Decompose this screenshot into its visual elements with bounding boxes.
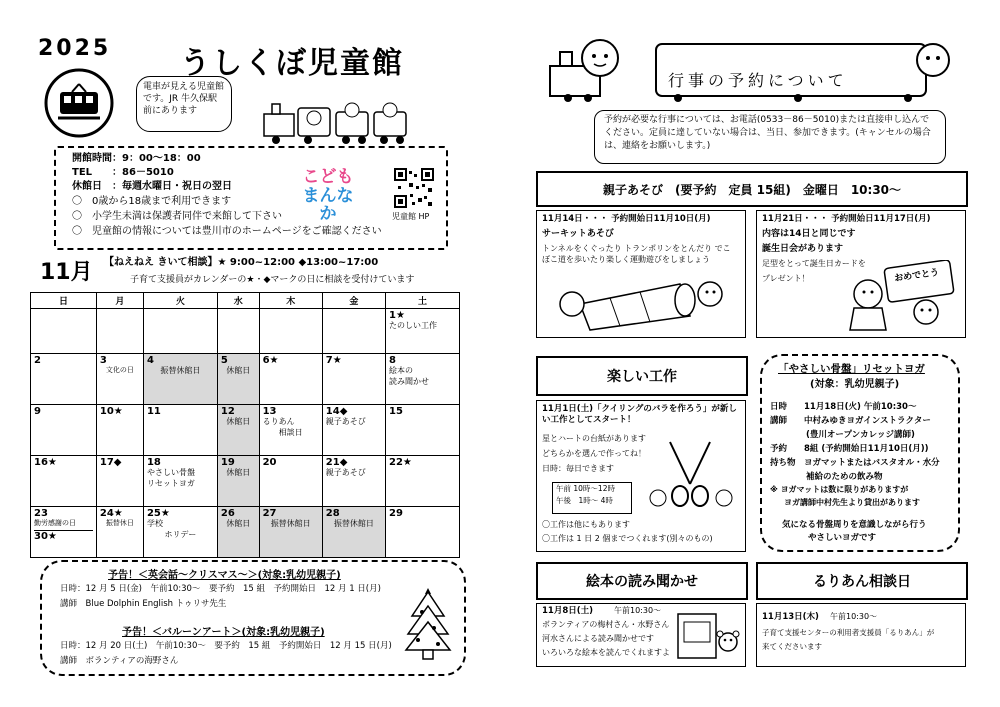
calendar-day-cell [31,309,97,354]
calendar-day-cell [217,456,259,507]
calendar-event-text: 相談日 [278,427,303,437]
calendar-day-number: 23 [34,508,48,519]
train-logo-icon [44,68,114,138]
consult-sub: 子育て支援員がカレンダーの★・◆マークの日に相談を受付けています [130,275,415,285]
calendar-day-cell [386,354,460,405]
calendar-event-text: 休館日 [226,366,251,375]
rurian-title: るりあん相談日 [756,562,968,600]
oyako2-line1: 内容は14日と同じです [762,229,856,239]
hours: 開館時間：9：00～18：00 [72,153,201,164]
notice2-title: 予告！＜バルーンアート＞(対象:乳幼児親子) [122,627,325,638]
calendar-event-text: 親子あそび [325,468,366,477]
oyako1-desc: トンネルをくぐったり トランポリンをとんだり でこぼこ道を歩いたり楽しく運動遊びをしましょう [542,244,731,264]
calendar-event-text: 休館日 [226,417,251,426]
weekday-sat: 土 [386,293,460,309]
calendar-day-cell [259,456,322,507]
ehon-l1: ボランティアの梅村さん・水野さん [542,620,670,629]
tel: TEL ：86－5010 [72,167,174,178]
kousaku-l2: どちらかを選んで作ってね！ [542,449,646,458]
calendar-day-cell [322,456,385,507]
calendar-day-cell [31,354,97,405]
month-label: 11月 [40,260,93,285]
rurian-head: 11月13日(木) [762,612,819,622]
calendar-event-text: 勤労感謝の日 [34,519,76,527]
calendar-event-text: リセットヨガ [146,478,195,488]
calendar-day-number: 12 [220,406,235,417]
calendar-day-number: 26 [220,508,235,519]
calendar-day-number: 17◆ [99,457,122,468]
calendar-day-number: 3 [99,355,107,366]
rurian-l2: 来てくださいます [762,642,822,651]
kodomo-logo [298,168,358,224]
calendar-event-text: たのしい工作 [389,321,437,330]
calendar-day-cell [217,405,259,456]
weekday-thu: 木 [259,293,322,309]
calendar-day-number: 13 [262,406,277,417]
calendar-day-cell [31,507,97,558]
weekday-sun: 日 [31,293,97,309]
calendar-day-cell [96,309,143,354]
calendar-day-cell [96,507,143,558]
ehon-time: 午前10:30～ [614,606,662,615]
omedetou-text: おめでとう [893,267,940,285]
yoga-title: 「やさしい骨盤」リセットヨガ [778,363,925,375]
calendar [30,292,460,558]
calendar-day-number: 10★ [99,406,123,417]
calendar-day-number: 1★ [389,310,405,321]
weekday-tue: 火 [143,293,217,309]
speech-bubble [136,76,232,132]
calendar-day-cell [143,309,217,354]
yoga-note: ※ ヨガマットは数に限りがありますが [770,485,909,494]
calendar-day-cell [96,456,143,507]
yoga-bring: 持ち物 ヨガマットまたはバスタオル・水分 [770,458,940,468]
calendar-day-cell [96,405,143,456]
calendar-day-number: 29 [389,508,403,519]
calendar-event-text: 読み聞かせ [389,376,429,386]
page-title: うしくぼ児童館 [180,46,404,81]
bubble-text: 電車が見える児童館です。JR 牛久保駅前にあります [143,82,225,117]
yoga-date: 日時 11月18日(火) 午前10:30～ [770,402,917,412]
calendar-event-text: 親子あそび [325,417,366,426]
calendar-day-cell [386,456,460,507]
kousaku-pm: 午後 1時～ 4時 [556,496,613,506]
calendar-day-number: 9 [34,406,41,417]
calendar-event-text: 絵本の [389,366,413,375]
calendar-day-number: 4 [146,355,154,366]
notice2-teacher: 講師 ボランティアの海野さん [60,656,179,666]
calendar-day-cell [322,354,385,405]
calendar-week-row [31,309,460,354]
yoga-target: (対象：乳幼児親子) [810,379,900,390]
yoga-teacher2: (豊川オープンカレッジ講師) [806,430,915,440]
logo-line1: こども [302,167,354,187]
calendar-event-text: 振替休日 [105,519,134,527]
consult-header: 【ねえねえ きいて相談】★ 9:00~12:00 ◆13:00~17:00 [104,257,379,268]
calendar-day-cell [322,309,385,354]
calendar-day-cell [31,405,97,456]
calendar-day-number: 20 [262,457,277,468]
calendar-day-cell [96,354,143,405]
kousaku-title: 楽しい工作 [536,356,748,396]
calendar-event-text: 振替休館日 [160,366,201,375]
oyako2-line4: プレゼント！ [762,274,810,283]
calendar-day-cell [259,405,322,456]
calendar-day-cell [322,405,385,456]
yoga-bring2: 補給のための飲み物 [806,472,883,482]
calendar-day-cell [217,507,259,558]
calendar-day-cell [386,405,460,456]
calendar-day-number: 22★ [389,457,412,468]
kousaku-n2: 〇工作は 1 日 2 個までつくれます(別々のもの) [542,534,713,543]
kousaku-head: 11月1日(土)「クイリングのバラを作ろう」が新しい工作としてスタート！ [542,404,737,426]
calendar-week-row [31,354,460,405]
kousaku-time-box [552,482,632,514]
calendar-day-number: 8 [389,355,396,366]
christmas-tree-icon [404,582,452,662]
calendar-event-text: ホリデー [164,529,197,539]
weekday-fri: 金 [322,293,385,309]
calendar-day-number: 30★ [34,530,93,542]
calendar-day-cell [259,507,322,558]
rurian-time: 午前10:30～ [830,612,878,621]
oyako2-line2: 誕生日会があります [762,244,844,254]
year: 2025 [38,36,112,61]
ehon-title: 絵本の読み聞かせ [536,562,748,600]
calendar-day-number: 24★ [99,508,123,519]
calendar-day-number: 21◆ [325,457,348,468]
note-2: 〇 小学生未満は保護者同伴で来館して下さい [72,211,282,222]
calendar-event-text: 振替休館日 [333,519,374,528]
oyako1-name: サーキットあそび [542,229,614,239]
oyako-title: 親子あそび (要予約 定員 15組) 金曜日 10:30～ [536,171,968,207]
oyako1-head: 11月14日・・・ 予約開始日11月10日(月) [542,214,711,224]
notice1-title: 予告！＜英会話～クリスマス～＞(対象:乳幼児親子) [108,570,341,581]
calendar-event-text: 振替休館日 [270,519,311,528]
calendar-day-number: 2 [34,355,41,366]
calendar-day-cell [143,354,217,405]
calendar-day-cell [31,456,97,507]
hp-label: 児童館 HP [392,212,430,221]
yoga-msg2: やさしいヨガです [808,533,877,543]
weekday-mon: 月 [96,293,143,309]
calendar-day-number: 16★ [34,457,57,468]
calendar-day-number: 28 [325,508,340,519]
calendar-day-number: 6★ [262,355,279,366]
calendar-day-cell [386,507,460,558]
banner-title: 行事の予約について [668,71,848,90]
rurian-l1: 子育て支援センターの利用者支援員「るりあん」が [762,628,935,637]
ehon-l2: 河水さんによる読み聞かせです [542,634,654,643]
calendar-day-number: 18 [146,457,161,468]
yoga-msg1: 気になる骨盤周りを意識しながら行う [782,520,927,530]
weekday-wed: 水 [217,293,259,309]
calendar-day-cell [217,354,259,405]
yoga-teacher: 講師 中村みゆきヨガインストラクター [770,416,931,426]
calendar-day-cell [386,309,460,354]
calendar-event-text: やさしい骨盤 [146,468,195,477]
calendar-day-cell [259,354,322,405]
calendar-week-row [31,405,460,456]
calendar-day-cell [217,309,259,354]
weekday-row [31,293,460,309]
calendar-day-cell [259,309,322,354]
calendar-event-text: 休館日 [226,519,251,528]
calendar-day-cell [143,507,217,558]
calendar-day-number: 5 [220,355,228,366]
calendar-day-number: 11 [146,406,161,417]
closed-days: 休館日 ：毎週水曜日・祝日の翌日 [72,181,232,192]
calendar-day-cell [322,507,385,558]
calendar-day-cell [143,405,217,456]
qr-code-icon [394,168,434,208]
notice1-date: 日時：12 月 5 日(金) 午前10:30～ 要予約 15 組 予約開始日 12 月 1 日(月) [60,584,381,594]
notice1-teacher: 講師 Blue Dolphin English トゥリサ先生 [60,599,227,609]
ehon-l3: いろいろな絵本を読んでくれますよ [542,648,670,657]
calendar-day-number: 27 [262,508,277,519]
yoga-note2: ヨガ講師中村先生より貸出があります [784,498,920,507]
kousaku-am: 午前 10時～12時 [556,484,615,493]
calendar-day-number: 7★ [325,355,342,366]
oyako2-line3: 足型をとって誕生日カードを [762,259,866,268]
calendar-day-number: 25★ [146,508,170,519]
ehon-head: 11月8日(土) [542,606,594,616]
calendar-day-number: 15 [389,406,403,417]
picture-book-icon [676,610,740,662]
calendar-event-text: 文化の日 [105,366,134,374]
calendar-week-row [31,507,460,558]
tunnel-illustration-icon [550,274,730,332]
calendar-event-text: 休館日 [226,468,251,477]
notice2-date: 日時：12 月 20 日(土) 午前10:30～ 要予約 15 組 予約開始日 12 月 15 日(月) [60,641,392,651]
intro-text: 予約が必要な行事については、お電話(0533－86－5010)または直接申し込んでください。定員に達していない場合は、当日、参加できます。(キャンセルの場合は、連絡をお願いします。) [604,115,931,152]
oyako2-head: 11月21日・・・ 予約開始日11月17日(月) [762,214,931,224]
calendar-event-text: るりあん [262,417,295,426]
kousaku-l1: 星とハートの台紙があります [542,434,646,443]
calendar-day-cell [143,456,217,507]
scissors-illustration-icon [640,434,740,514]
calendar-day-number: 19 [220,457,235,468]
train-illustration-icon [262,96,412,146]
note-3: 〇 児童館の情報については豊川市のホームページをご確認ください [72,226,382,237]
logo-line2: まんなか [302,185,354,225]
calendar-week-row [31,456,460,507]
yoga-reserve: 予約 8組 (予約開始日11月10日(月)) [770,444,929,454]
note-1: 〇 0歳から18歳まで利用できます [72,196,232,207]
calendar-event-text: 学校 [146,519,163,528]
kousaku-n1: 〇工作は他にもあります [542,520,630,529]
kousaku-l3: 日時：毎日できます [542,464,614,473]
calendar-day-number: 14◆ [325,406,348,417]
